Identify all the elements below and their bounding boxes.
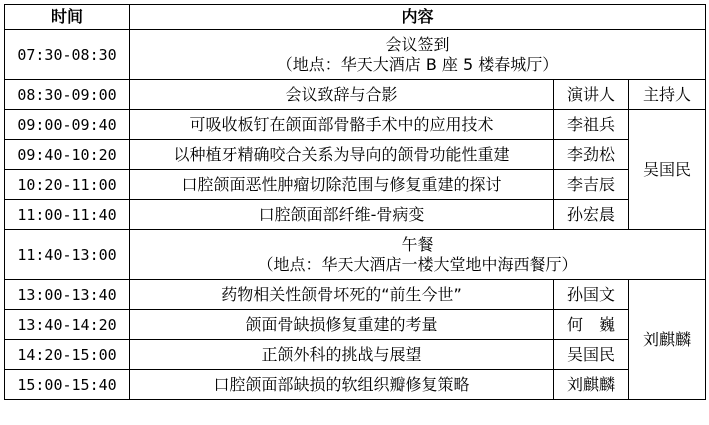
- session-cell: [130, 230, 706, 280]
- session-title: 午餐: [401, 234, 434, 254]
- session-location: （地点：华天大酒店一楼大堂地中海西餐厅）: [257, 254, 578, 274]
- table-row: [5, 170, 706, 200]
- time-cell: 14:20-15:00: [5, 340, 130, 370]
- time-cell: 09:00-09:40: [5, 110, 130, 140]
- topic-cell: 口腔颌面恶性肿瘤切除范围与修复重建的探讨: [130, 170, 554, 200]
- header-row: [5, 5, 706, 30]
- speaker-cell: 刘麒麟: [554, 370, 629, 400]
- host-cell-morning: 吴国民: [629, 110, 706, 230]
- time-cell: 13:00-13:40: [5, 280, 130, 310]
- table-row: [5, 310, 706, 340]
- host-header: 主持人: [629, 80, 706, 110]
- topic-cell: 以种植牙精确咬合关系为导向的颌骨功能性重建: [130, 140, 554, 170]
- table-row: [5, 140, 706, 170]
- speaker-cell: 李劲松: [554, 140, 629, 170]
- time-cell: 15:00-15:40: [5, 370, 130, 400]
- table-row: [5, 200, 706, 230]
- speaker-cell: 李吉辰: [554, 170, 629, 200]
- time-cell: 07:30-08:30: [5, 30, 130, 80]
- schedule-table: [4, 4, 706, 400]
- time-cell: 11:40-13:00: [5, 230, 130, 280]
- time-cell: 08:30-09:00: [5, 80, 130, 110]
- header-time: 时间: [5, 5, 130, 30]
- speaker-cell: 孙国文: [554, 280, 629, 310]
- session-cell: [130, 30, 706, 80]
- time-cell: 11:00-11:40: [5, 200, 130, 230]
- table-row: [5, 230, 706, 280]
- table-row: [5, 370, 706, 400]
- table-row: [5, 340, 706, 370]
- speaker-cell: 何 巍: [554, 310, 629, 340]
- time-cell: 09:40-10:20: [5, 140, 130, 170]
- topic-cell: 药物相关性颌骨坏死的“前生今世”: [130, 280, 554, 310]
- host-cell-afternoon: 刘麒麟: [629, 280, 706, 400]
- header-content: 内容: [130, 5, 706, 30]
- table-row: [5, 80, 706, 110]
- session-location: （地点：华天大酒店 B 座 5 楼春城厅）: [276, 54, 559, 74]
- topic-cell: 可吸收板钉在颌面部骨骼手术中的应用技术: [130, 110, 554, 140]
- speaker-cell: 孙宏晨: [554, 200, 629, 230]
- topic-cell: 会议致辞与合影: [130, 80, 554, 110]
- session-title: 会议签到: [385, 34, 450, 54]
- table-row: [5, 30, 706, 80]
- speaker-cell: 吴国民: [554, 340, 629, 370]
- table-row: [5, 110, 706, 140]
- table-row: [5, 280, 706, 310]
- topic-cell: 正颌外科的挑战与展望: [130, 340, 554, 370]
- topic-cell: 口腔颌面部缺损的软组织瓣修复策略: [130, 370, 554, 400]
- speaker-cell: 李祖兵: [554, 110, 629, 140]
- speaker-header: 演讲人: [554, 80, 629, 110]
- topic-cell: 颌面骨缺损修复重建的考量: [130, 310, 554, 340]
- topic-cell: 口腔颌面部纤维-骨病变: [130, 200, 554, 230]
- time-cell: 10:20-11:00: [5, 170, 130, 200]
- time-cell: 13:40-14:20: [5, 310, 130, 340]
